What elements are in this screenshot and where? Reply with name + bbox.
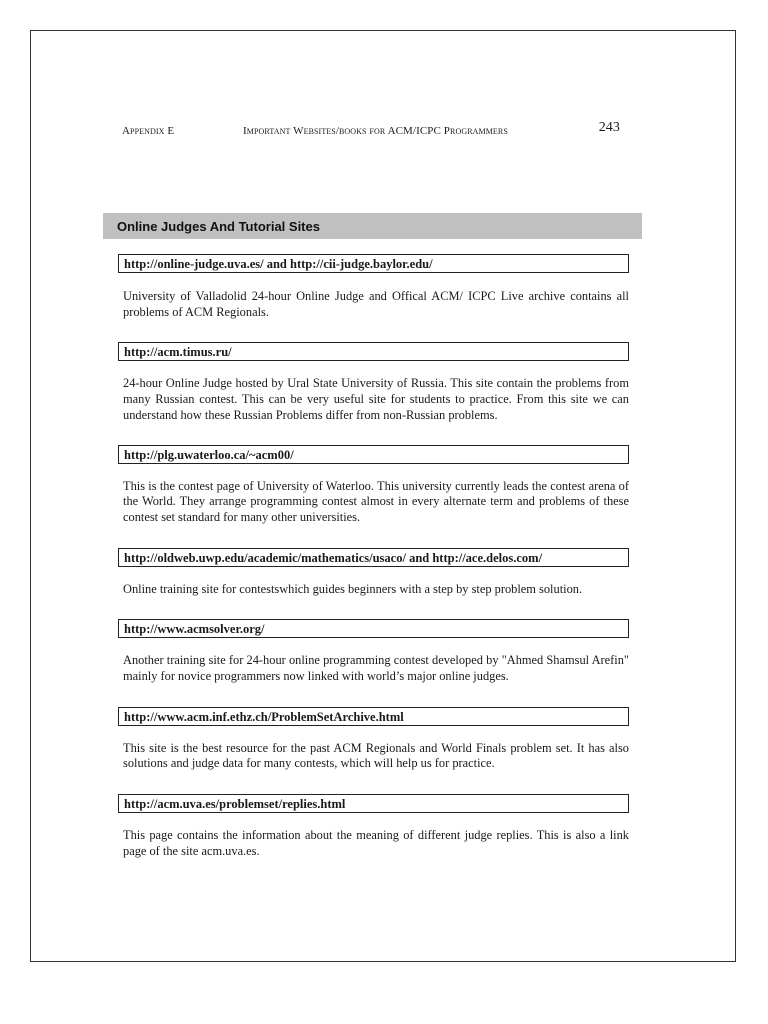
page-number: 243 bbox=[598, 120, 620, 135]
site-url[interactable]: http://online-judge.uva.es/ and http://cii-judge.baylor.edu/ bbox=[118, 254, 629, 273]
site-entry bbox=[118, 548, 629, 598]
site-list bbox=[118, 254, 629, 860]
site-description: 24-hour Online Judge hosted by Ural State University of Russia. This site contain the problems from many Russian contest. This can be very useful site for students to practice. From this site we can understand how these Russian Problems differ from non-Russian problems. bbox=[123, 376, 629, 422]
site-url[interactable]: http://www.acm.inf.ethz.ch/ProblemSetArchive.html bbox=[118, 707, 629, 726]
site-entry bbox=[118, 445, 629, 526]
site-url[interactable]: http://acm.uva.es/problemset/replies.html bbox=[118, 794, 629, 813]
site-description: This site is the best resource for the past ACM Regionals and World Finals problem set. It has also solutions and judge data for many contests, which will help us for practice. bbox=[123, 740, 629, 771]
site-url[interactable]: http://acm.timus.ru/ bbox=[118, 342, 629, 361]
site-entry bbox=[118, 794, 629, 859]
section-title: Online Judges And Tutorial Sites bbox=[117, 219, 320, 234]
site-description: Online training site for contestswhich guides beginners with a step by step problem solution. bbox=[123, 581, 583, 596]
site-url[interactable]: http://www.acmsolver.org/ bbox=[118, 619, 629, 638]
site-entry bbox=[118, 707, 629, 772]
running-header bbox=[122, 120, 620, 140]
site-description: This is the contest page of University of Waterloo. This university currently leads the contest arena of the World. They arrange programming contest almost in every alternate term and problems of these contest set standard for many other universities. bbox=[123, 478, 629, 524]
section-heading bbox=[103, 213, 642, 239]
site-url[interactable]: http://plg.uwaterloo.ca/~acm00/ bbox=[118, 445, 629, 464]
site-entry bbox=[118, 254, 629, 320]
site-entry bbox=[118, 619, 629, 684]
site-url[interactable]: http://oldweb.uwp.edu/academic/mathematics/usaco/ and http://ace.delos.com/ bbox=[118, 548, 629, 567]
site-description: This page contains the information about the meaning of different judge replies. This is also a link page of the site acm.uva.es. bbox=[123, 828, 629, 858]
site-description: Another training site for 24-hour online programming contest developed by "Ahmed Shamsul Arefin" mainly for novice programmers now linked with world’s major online judges. bbox=[123, 653, 629, 684]
chapter-title: Important Websites/books for ACM/ICPC Programmers bbox=[243, 125, 508, 137]
site-description: University of Valladolid 24-hour Online Judge and Offical ACM/ ICPC Live archive contains all problems of ACM Regionals. bbox=[123, 289, 629, 319]
site-entry bbox=[118, 342, 629, 423]
appendix-label: Appendix E bbox=[122, 125, 175, 137]
